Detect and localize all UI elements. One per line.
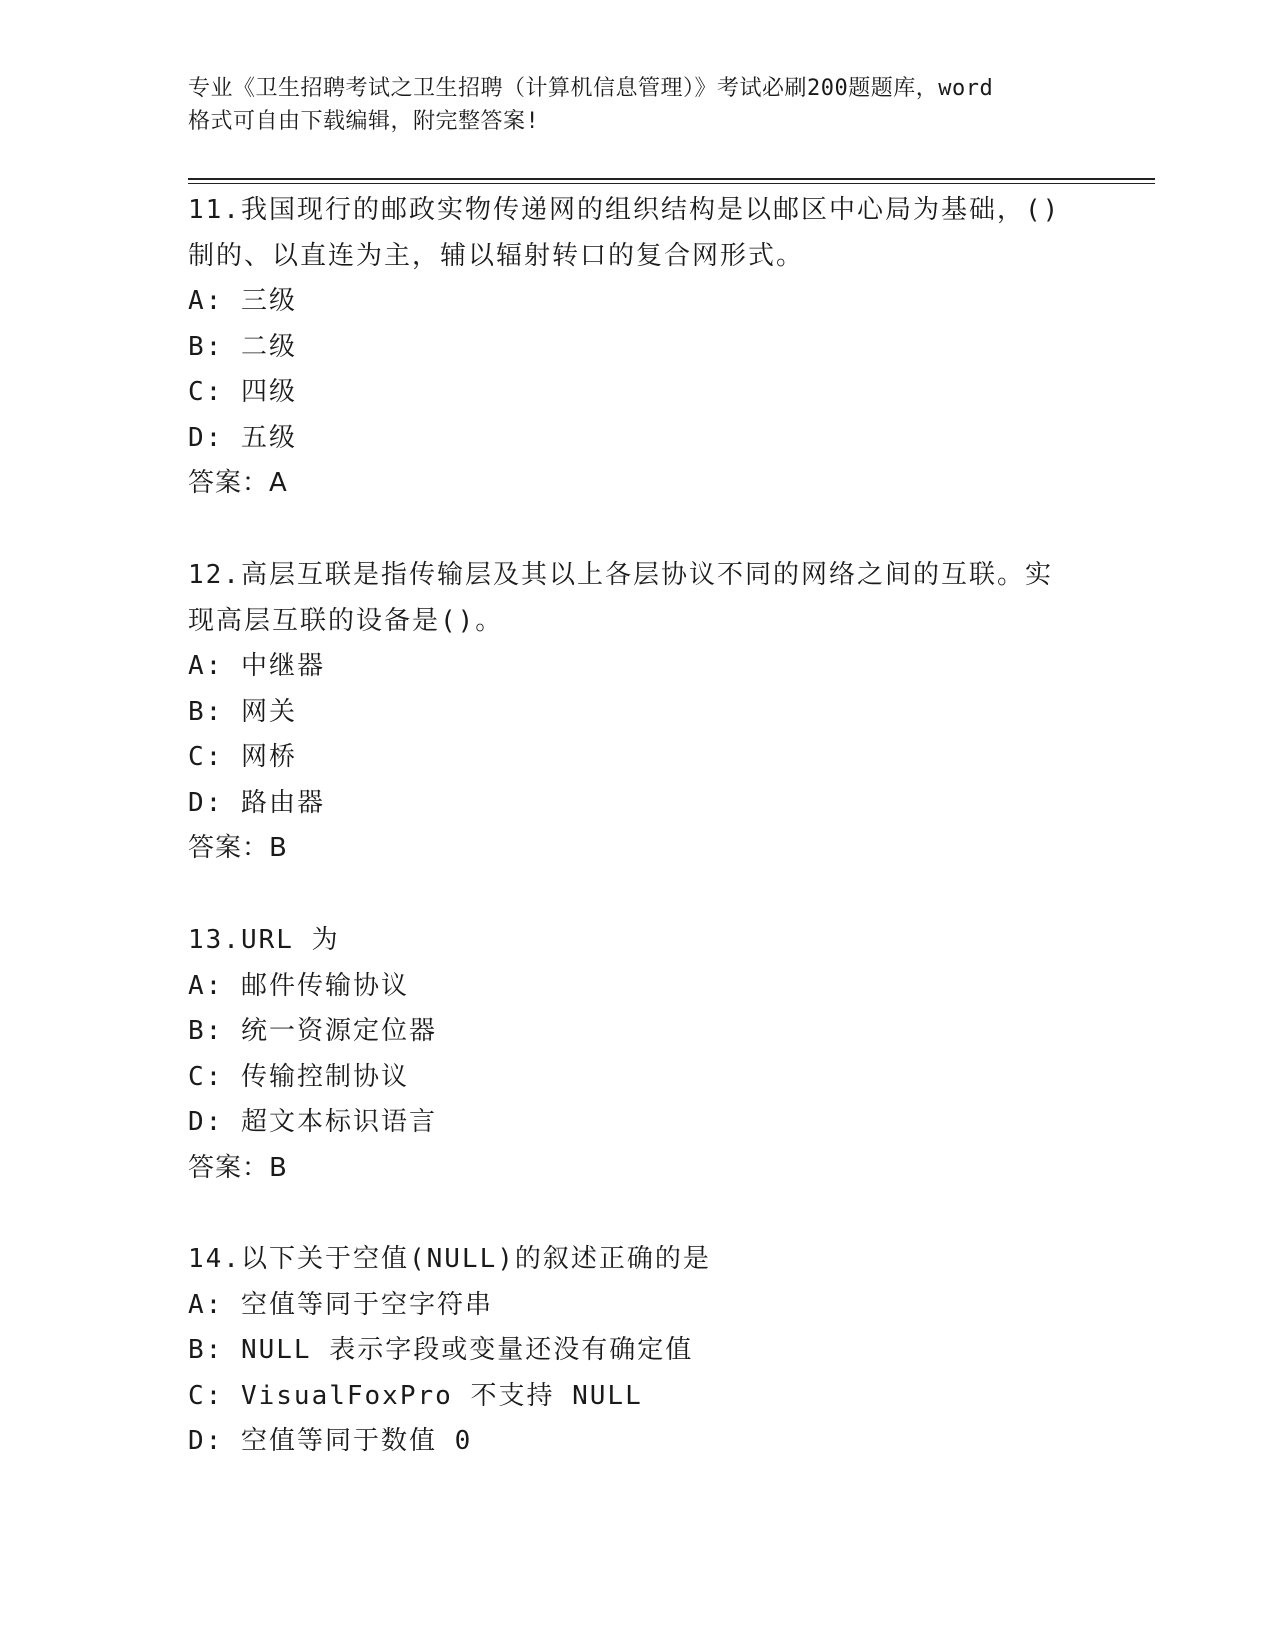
option-d: D: 路由器 (188, 787, 325, 818)
question-stem-line: 现高层互联的设备是()。 (188, 605, 504, 636)
option-b: B: 统一资源定位器 (188, 1016, 437, 1046)
option-c: C: VisualFoxPro 不支持 NULL (188, 1380, 643, 1411)
question-stem-line: 11.我国现行的邮政实物传递网的组织结构是以邮区中心局为基础，() (188, 195, 1061, 225)
option-b: B: 网关 (188, 696, 297, 727)
option-a: A: 邮件传输协议 (188, 970, 409, 1001)
option-d: D: 五级 (188, 422, 297, 453)
header-line-2: 格式可自由下载编辑，附完整答案! (188, 109, 540, 134)
header-line-1: 专业《卫生招聘考试之卫生招聘（计算机信息管理）》考试必刷200题题库，word (188, 76, 994, 101)
answer-label: 答案：B (188, 833, 288, 863)
question-14 (188, 1237, 1088, 1465)
question-stem-line: 14.以下关于空值(NULL)的叙述正确的是 (188, 1244, 711, 1274)
header-divider-thick (188, 178, 1155, 180)
question-12 (188, 553, 1088, 872)
option-a: A: 三级 (188, 286, 297, 316)
header-divider-thin (188, 183, 1155, 184)
question-stem-line: 13.URL 为 (188, 925, 340, 955)
question-11 (188, 188, 1088, 507)
question-stem-line: 12.高层互联是指传输层及其以上各层协议不同的网络之间的互联。实 (188, 560, 1053, 590)
option-b: B: 二级 (188, 331, 297, 362)
option-d: D: 空值等同于数值 0 (188, 1426, 473, 1456)
option-b: B: NULL 表示字段或变量还没有确定值 (188, 1335, 694, 1365)
option-a: A: 空值等同于空字符串 (188, 1289, 493, 1320)
question-stem-line: 制的、以直连为主，辅以辐射转口的复合网形式。 (188, 240, 805, 271)
option-a: A: 中继器 (188, 651, 325, 681)
document-header (188, 72, 1088, 138)
option-d: D: 超文本标识语言 (188, 1107, 437, 1137)
option-c: C: 传输控制协议 (188, 1061, 409, 1092)
option-c: C: 网桥 (188, 742, 297, 772)
answer-label: 答案：A (188, 468, 288, 498)
answer-label: 答案：B (188, 1152, 288, 1183)
question-13 (188, 918, 1088, 1191)
option-c: C: 四级 (188, 377, 297, 407)
